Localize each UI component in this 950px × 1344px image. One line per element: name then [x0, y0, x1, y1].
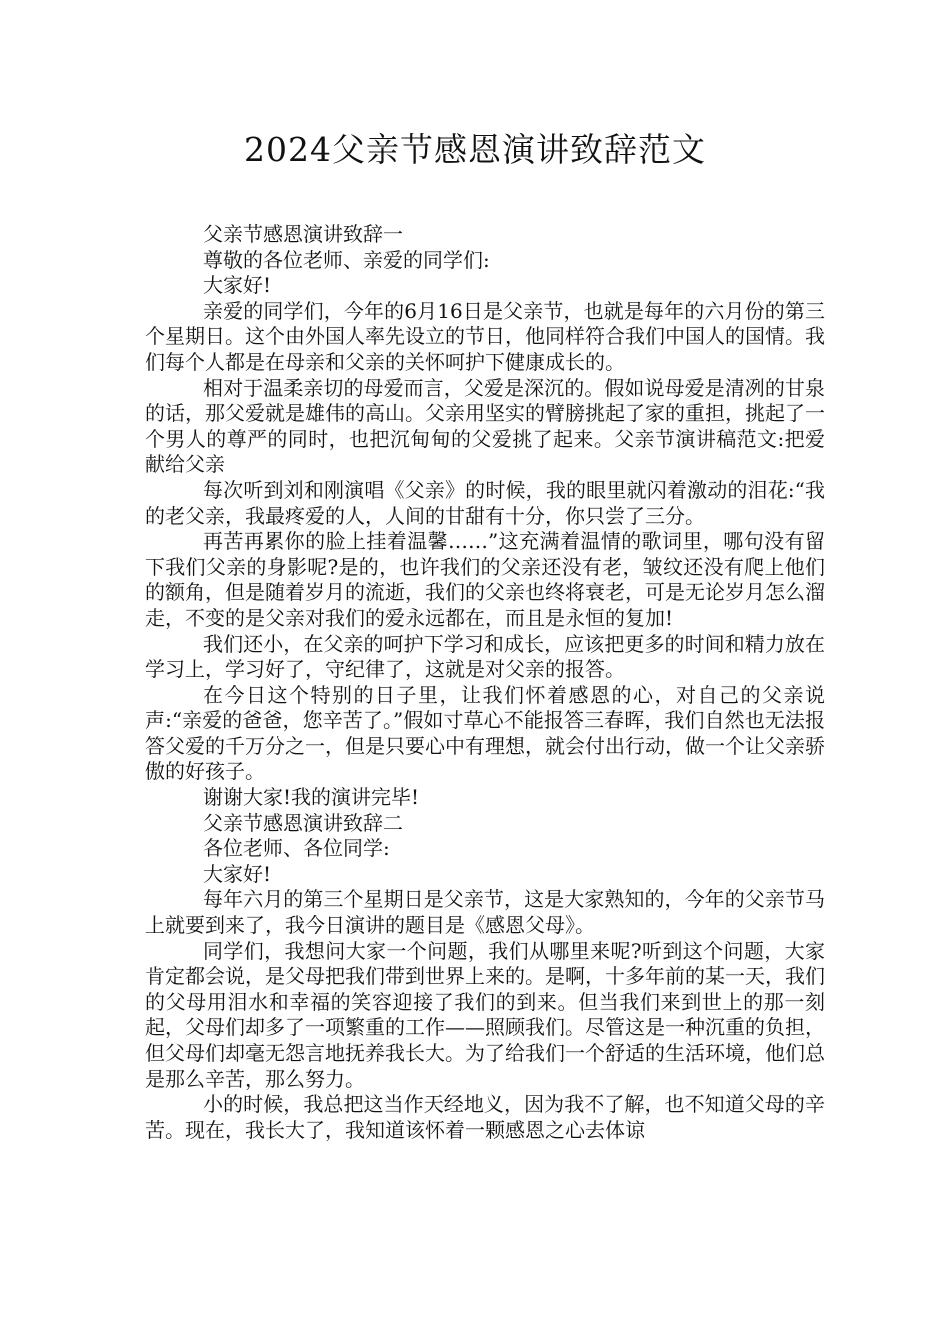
paragraph-heading-speech-two: 父亲节感恩演讲致辞二 — [203, 810, 403, 835]
paragraph-salutation: 各位老师、各位同学: — [203, 836, 390, 861]
paragraph: 亲爱的同学们，今年的6月16日是父亲节，也就是每年的六月份的第三个星期日。这个由外国人率先设立的节日，他同样符合我们中国人的国情。我们每个人都是在母亲和父亲的关怀呵护下健康成长的。 — [145, 298, 825, 374]
paragraph-greeting: 大家好! — [203, 861, 272, 886]
paragraph-greeting: 大家好! — [203, 273, 272, 298]
paragraph: 每年六月的第三个星期日是父亲节，这是大家熟知的，今年的父亲节马上就要到来了，我今日演讲的题目是《感恩父母》。 — [145, 887, 825, 938]
paragraph: 同学们，我想问大家一个问题，我们从哪里来呢?听到这个问题，大家肯定都会说，是父母把我们带到世界上来的。是啊，十多年前的某一天，我们的父母用泪水和幸福的笑容迎接了我们的到来。但当我们来到世上的那一刻起，父母们却多了一项繁重的工作——照顾我们。尽管这是一种沉重的负担，但父母们却毫无怨言地抚养我长大。为了给我们一个舒适的生活环境，他们总是那么辛苦，那么努力。 — [145, 938, 825, 1091]
paragraph: 我们还小，在父亲的呵护下学习和成长，应该把更多的时间和精力放在学习上，学习好了，守纪律了，这就是对父亲的报答。 — [145, 631, 825, 682]
paragraph: 小的时候，我总把这当作天经地义，因为我不了解，也不知道父母的辛苦。现在，我长大了，我知道该怀着一颗感恩之心去体谅 — [145, 1092, 825, 1142]
paragraph-heading-speech-one: 父亲节感恩演讲致辞一 — [203, 222, 403, 246]
paragraph-closing: 谢谢大家!我的演讲完毕! — [203, 785, 420, 810]
paragraph: 相对于温柔亲切的母爱而言，父爱是深沉的。假如说母爱是清冽的甘泉的话，那父爱就是雄伟的高山。父亲用坚实的臂膀挑起了家的重担，挑起了一个男人的尊严的同时，也把沉甸甸的父爱挑了起来。父亲节演讲稿范文:把爱献给父亲 — [145, 375, 825, 477]
paragraph: 每次听到刘和刚演唱《父亲》的时候，我的眼里就闪着激动的泪花:“我的老父亲，我最疼爱的人，人间的甘甜有十分，你只尝了三分。 — [145, 477, 825, 528]
document-title: 2024父亲节感恩演讲致辞范文 — [244, 130, 706, 169]
paragraph: 再苦再累你的脸上挂着温馨……”这充满着温情的歌词里，哪句没有留下我们父亲的身影呢?是的，也许我们的父亲还没有老，皱纹还没有爬上他们的额角，但是随着岁月的流逝，我们的父亲也终将衰老，可是无论岁月怎么溜走，不变的是父亲对我们的爱永远都在，而且是永恒的复加! — [145, 529, 825, 630]
paragraph-salutation: 尊敬的各位老师、亲爱的同学们: — [203, 247, 490, 272]
paragraph: 在今日这个特别的日子里，让我们怀着感恩的心，对自己的父亲说声:“亲爱的爸爸，您辛苦了。”假如寸草心不能报答三春晖，我们自然也无法报答父爱的千万分之一，但是只要心中有理想，就会付出行动，做一个让父亲骄傲的好孩子。 — [145, 682, 825, 784]
document-body — [145, 222, 825, 1143]
